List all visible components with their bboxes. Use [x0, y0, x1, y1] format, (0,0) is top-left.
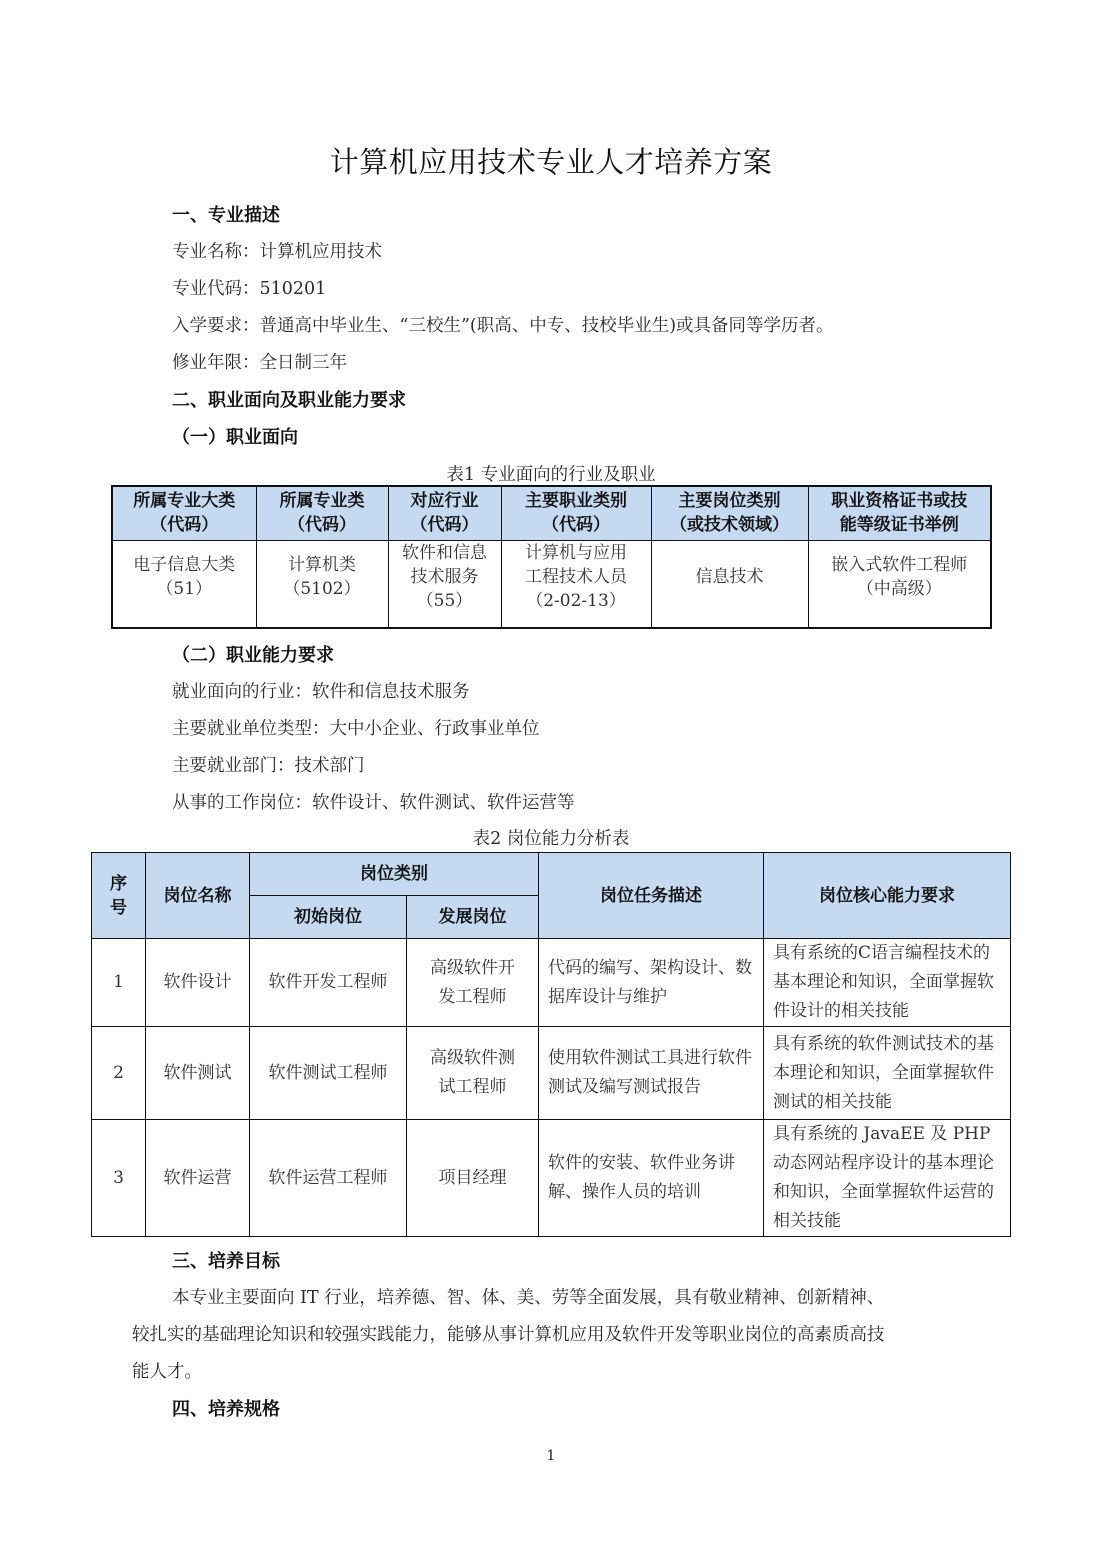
t2-initial: 软件开发工程师: [250, 939, 407, 1027]
table-1-caption: 表1 专业面向的行业及职业: [446, 465, 656, 485]
t2-core: 具有系统的软件测试技术的基本理论和知识，全面掌握软件测试的相关技能: [764, 1027, 1011, 1120]
t2-header-category: 岗位类别: [250, 853, 539, 896]
t2-dev-line: 发工程师: [438, 986, 507, 1007]
t1-header-line: 能等级证书举例: [839, 515, 959, 536]
t2-seq: 1: [92, 939, 146, 1027]
t1-cell: [388, 540, 501, 628]
section-3-heading: 三、培养目标: [172, 1251, 280, 1272]
t1-cell-line: 计算机类: [288, 554, 356, 575]
t2-seq: 3: [92, 1120, 146, 1237]
t1-header-line: 所属专业大类: [133, 491, 236, 512]
goal-paragraph-line-2: 较扎实的基础理论知识和较强实践能力，能够从事计算机应用及软件开发等职业岗位的高素质高技: [132, 1325, 885, 1345]
t2-header-name: 岗位名称: [146, 853, 250, 939]
t2-dev-line: 项目经理: [438, 1167, 507, 1188]
table-2-row: [92, 1027, 1011, 1120]
t2-name: 软件运营: [146, 1120, 250, 1237]
t1-cell: [256, 540, 388, 628]
goal-paragraph-line-3: 能人才。: [132, 1362, 202, 1382]
t1-cell-line: （中高级）: [856, 578, 942, 599]
t2-header-initial: 初始岗位: [250, 896, 407, 939]
t1-cell-line: 工程技术人员: [525, 566, 627, 587]
t1-header-cell: [256, 486, 388, 540]
department-line: 主要就业部门：技术部门: [172, 756, 365, 776]
subsection-2-heading: （二）职业能力要求: [172, 645, 334, 666]
t2-initial: 软件测试工程师: [250, 1027, 407, 1120]
page-title: 计算机应用技术专业人才培养方案: [329, 145, 773, 179]
t1-cell-line: （2-02-13）: [526, 590, 626, 611]
admission-line: 入学要求：普通高中毕业生、“三校生”(职高、中专、技校毕业生)或具备同等学历者。: [172, 316, 834, 336]
t1-header-line: （代码）: [410, 515, 479, 536]
t1-cell-line: 技术服务: [410, 566, 479, 587]
t2-seq: 2: [92, 1027, 146, 1120]
t1-header-line: 所属专业类: [279, 491, 365, 512]
t2-name: 软件设计: [146, 939, 250, 1027]
goal-paragraph-line-1: 本专业主要面向 IT 行业，培养德、智、体、美、劳等全面发展，具有敬业精神、创新精神、: [172, 1288, 885, 1308]
positions-line: 从事的工作岗位：软件设计、软件测试、软件运营等: [172, 793, 575, 813]
t1-header-line: （代码）: [288, 515, 356, 536]
t1-header-line: 主要职业类别: [525, 491, 627, 512]
t2-core: 具有系统的C语言编程技术的基本理论和知识，全面掌握软件设计的相关技能: [764, 939, 1011, 1027]
t2-core: 具有系统的 JavaEE 及 PHP 动态网站程序设计的基本理论和知识，全面掌握软件运营的相关技能: [764, 1120, 1011, 1237]
table-2: [91, 852, 1011, 1237]
t1-cell-line: 嵌入式软件工程师: [831, 554, 968, 575]
t1-cell-line: （5102）: [283, 578, 361, 599]
section-1-heading: 一、专业描述: [172, 205, 280, 226]
t2-task: 代码的编写、架构设计、数据库设计与维护: [539, 939, 764, 1027]
t2-task: 软件的安装、软件业务讲解、操作人员的培训: [539, 1120, 764, 1237]
t1-header-line: 对应行业: [410, 491, 479, 512]
t1-cell: [501, 540, 651, 628]
t2-header-line: 号: [110, 897, 127, 918]
t1-header-line: （代码）: [542, 515, 610, 536]
t1-cell: [651, 540, 808, 628]
t2-header-seq: [92, 853, 146, 939]
t1-header-cell: [501, 486, 651, 540]
t1-cell-line: 计算机与应用: [525, 542, 627, 563]
t2-development: [407, 1027, 539, 1120]
t1-header-cell: [651, 486, 808, 540]
t2-dev-line: 试工程师: [438, 1077, 507, 1097]
t1-header-cell: [112, 486, 256, 540]
t2-header-core: 岗位核心能力要求: [764, 853, 1011, 939]
t1-header-cell: [388, 486, 501, 540]
subsection-1-heading: （一）职业面向: [172, 427, 298, 448]
t1-cell-line: 软件和信息: [402, 542, 487, 563]
major-code-line: 专业代码：510201: [172, 279, 327, 299]
t2-dev-line: 高级软件开: [430, 957, 515, 978]
major-name-line: 专业名称：计算机应用技术: [172, 242, 382, 262]
t1-cell: [112, 540, 256, 628]
t1-cell-line: 信息技术: [695, 566, 764, 587]
t2-initial: 软件运营工程师: [250, 1120, 407, 1237]
industry-line: 就业面向的行业：软件和信息技术服务: [172, 682, 470, 702]
t1-header-line: 职业资格证书或技: [831, 491, 968, 512]
t1-header-cell: [808, 486, 991, 540]
t1-cell-line: 电子信息大类: [133, 554, 236, 575]
t2-header-task: 岗位任务描述: [539, 853, 764, 939]
t2-development: [407, 1120, 539, 1237]
table-1: [111, 485, 992, 629]
table-2-row: [92, 939, 1011, 1027]
t2-header-development: 发展岗位: [407, 896, 539, 939]
duration-line: 修业年限：全日制三年: [172, 353, 347, 373]
t2-task: 使用软件测试工具进行软件测试及编写测试报告: [539, 1027, 764, 1120]
t1-cell: [808, 540, 991, 628]
section-4-heading: 四、培养规格: [172, 1399, 280, 1420]
t1-cell-line: （55）: [416, 590, 473, 611]
employer-type-line: 主要就业单位类型：大中小企业、行政事业单位: [172, 719, 540, 739]
t2-name: 软件测试: [146, 1027, 250, 1120]
section-2-heading: 二、职业面向及职业能力要求: [172, 390, 406, 411]
t2-development: [407, 939, 539, 1027]
t1-header-line: 主要岗位类别: [678, 491, 781, 512]
table-2-header-row: [92, 853, 1011, 896]
page-number: 1: [546, 1448, 556, 1464]
table-2-caption: 表2 岗位能力分析表: [472, 829, 630, 849]
t1-header-line: （代码）: [150, 515, 219, 536]
t1-cell-line: （51）: [156, 578, 213, 599]
table-1-row: [112, 540, 991, 628]
t2-header-line: 序: [110, 873, 127, 894]
t2-dev-line: 高级软件测: [430, 1048, 515, 1068]
table-1-header-row: [112, 486, 991, 540]
table-2-row: [92, 1120, 1011, 1237]
t1-header-line: （或技术领域）: [670, 515, 789, 536]
